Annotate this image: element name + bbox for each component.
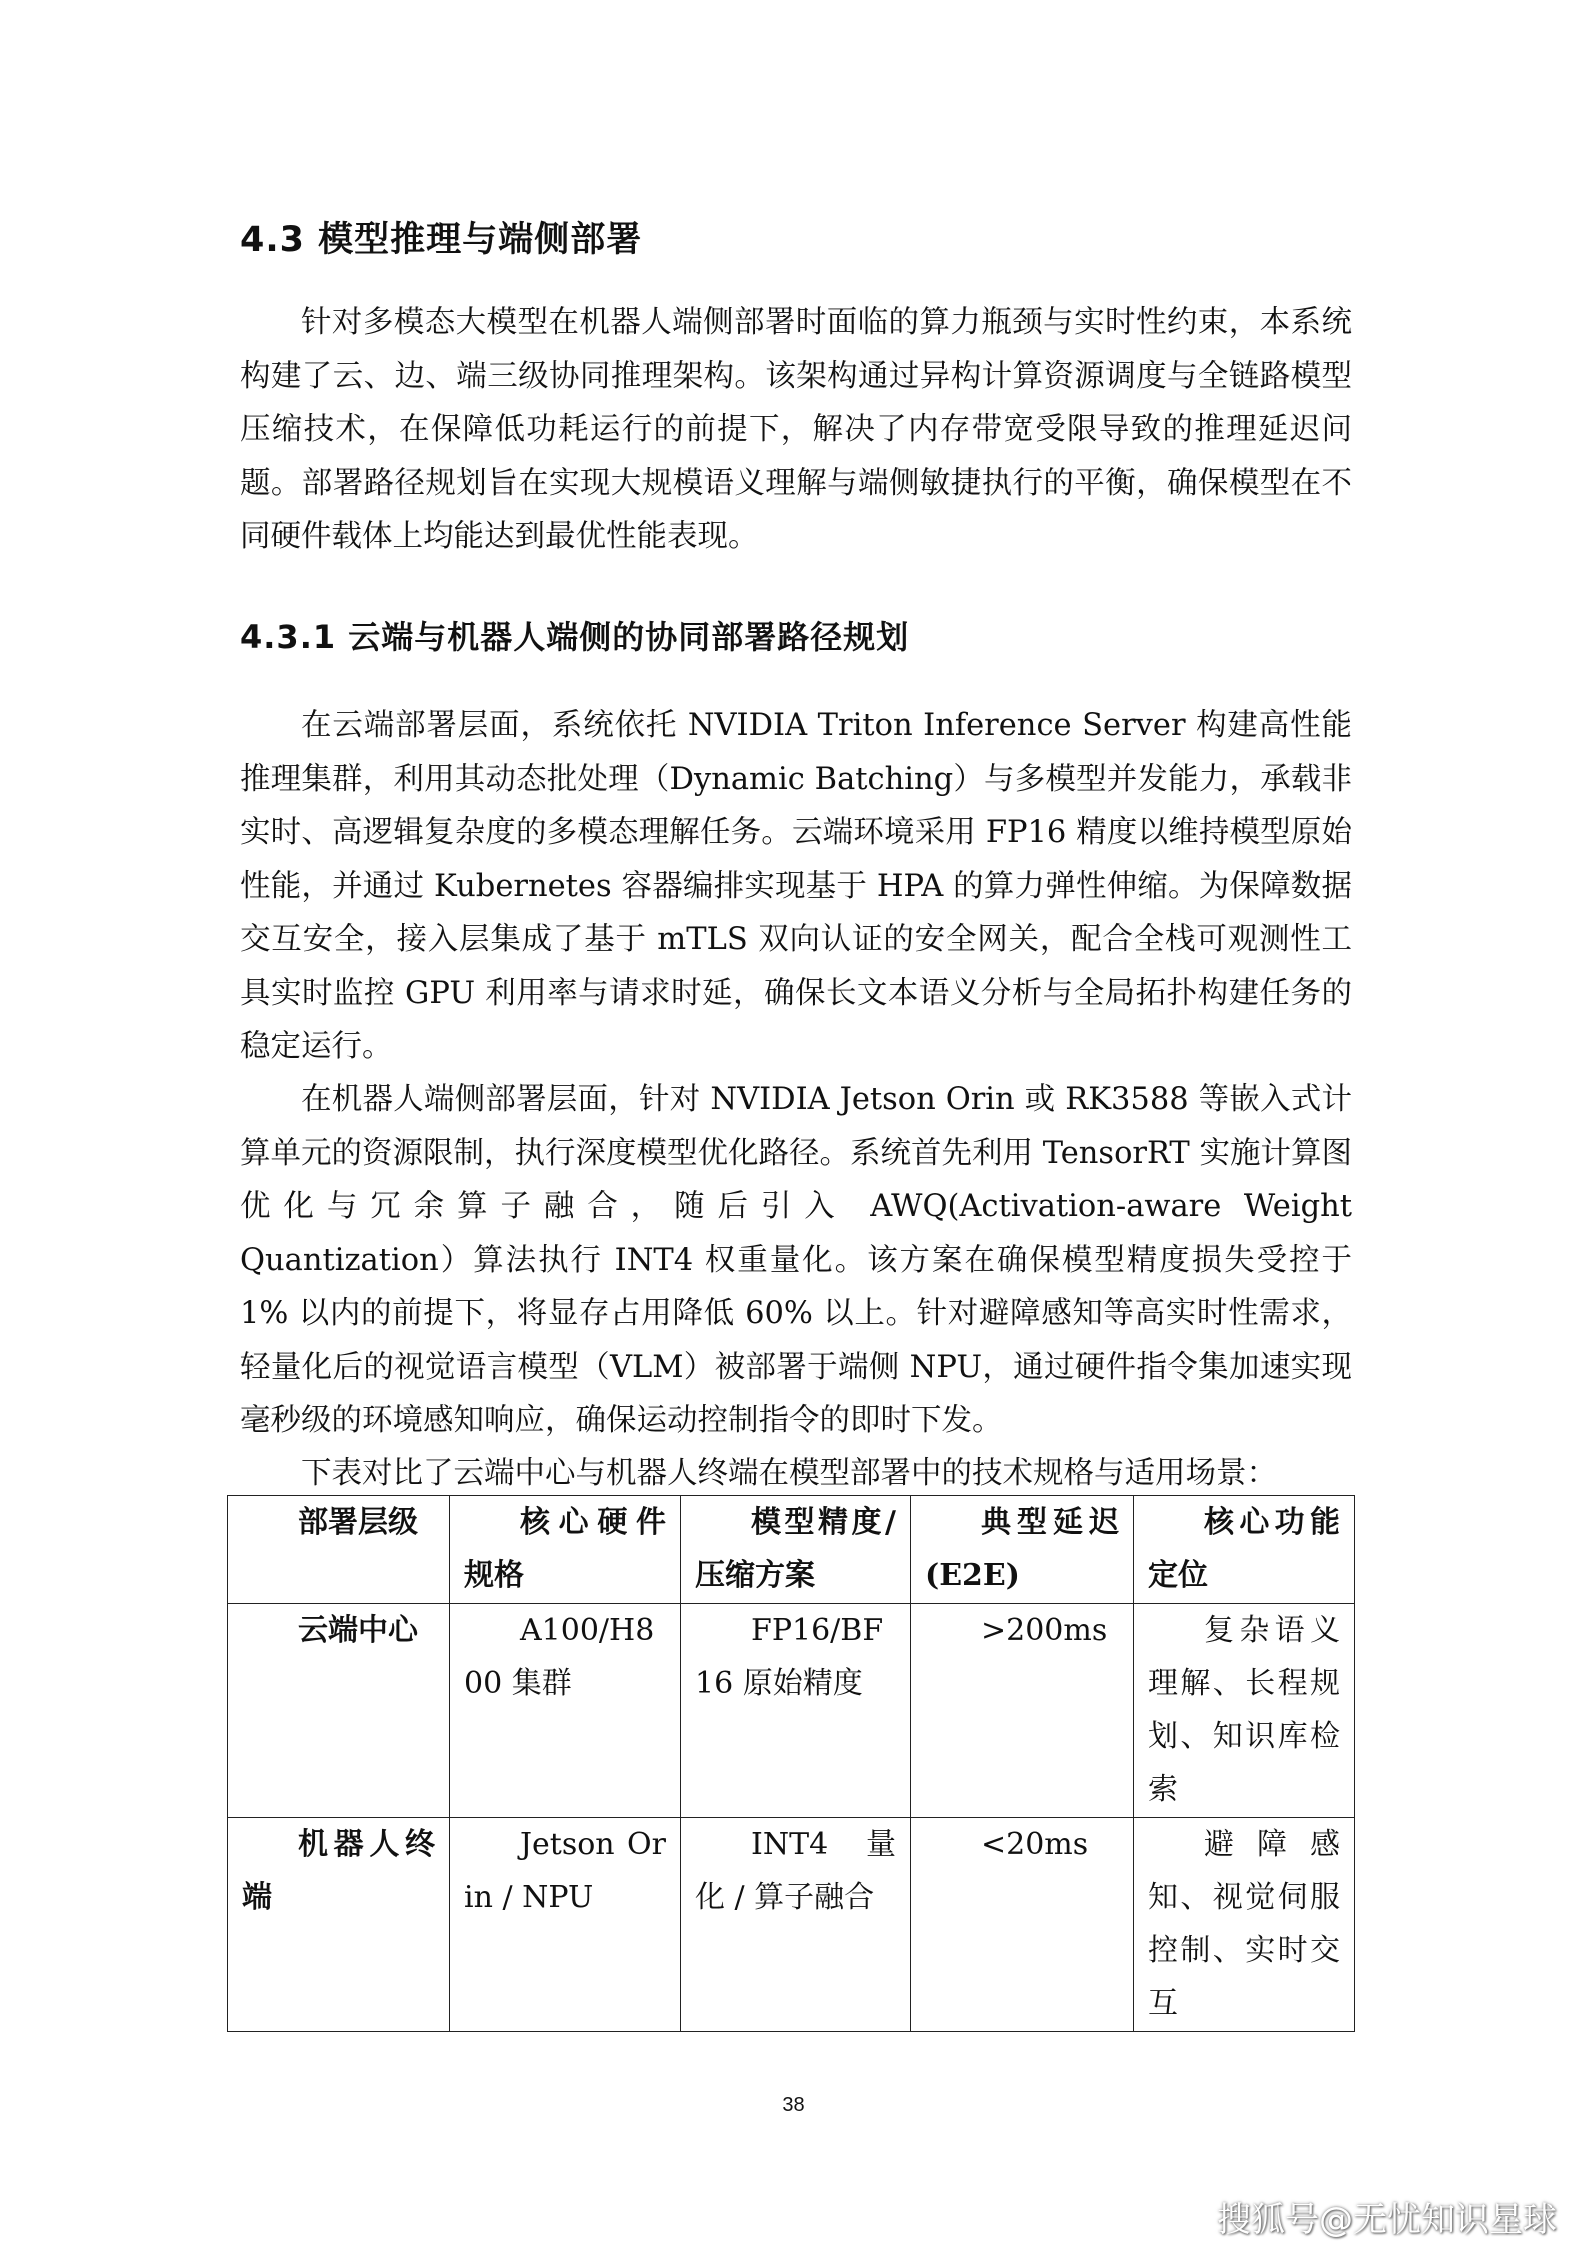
hardware-cell: Jetson Orin / NPU <box>450 1818 681 2032</box>
watermark: 搜狐号@无忧知识星球 <box>1217 2200 1557 2240</box>
table-row <box>228 1818 1355 2032</box>
section-intro-paragraph: 针对多模态大模型在机器人端侧部署时面临的算力瓶颈与实时性约束，本系统构建了云、边、端三级协同推理架构。该架构通过异构计算资源调度与全链路模型压缩技术，在保障低功耗运行的前提下，解决了内存带宽受限导致的推理延迟问题。部署路径规划旨在实现大规模语义理解与端侧敏捷执行的平衡，确保模型在不同硬件载体上均能达到最优性能表现。 <box>240 305 1352 554</box>
edge-deployment-paragraph: 在机器人端侧部署层面，针对 NVIDIA Jetson Orin 或 RK3588 等嵌入式计算单元的资源限制，执行深度模型优化路径。系统首先利用 TensorRT 实施计算图优化与冗余算子融合，随后引入 AWQ(Activation-aware Weight Quantization）算法执行 INT4 权重量化。该方案在确保模型精度损失受控于 1% 以内的前提下，将显存占用降低 60% 以上。针对避障感知等高实时性需求，轻量化后的视觉语言模型（VLM）被部署于端侧 NPU，通过硬件指令集加速实现毫秒级的环境感知响应，确保运动控制指令的即时下发。 <box>240 1082 1352 1438</box>
header-cell: 核心功能定位 <box>1134 1496 1355 1604</box>
level-cell: 机器人终端 <box>228 1818 450 2032</box>
role-cell: 复杂语义理解、长程规划、知识库检索 <box>1134 1604 1355 1818</box>
table-header-row <box>228 1496 1355 1604</box>
latency-cell: <20ms <box>911 1818 1134 2032</box>
cloud-deployment-paragraph: 在云端部署层面，系统依托 NVIDIA Triton Inference Server 构建高性能推理集群，利用其动态批处理（Dynamic Batching）与多模型并发能力，承载非实时、高逻辑复杂度的多模态理解任务。云端环境采用 FP16 精度以维持模型原始性能，并通过 Kubernetes 容器编排实现基于 HPA 的算力弹性伸缩。为保障数据交互安全，接入层集成了基于 mTLS 双向认证的安全网关，配合全栈可观测性工具实时监控 GPU 利用率与请求时延，确保长文本语义分析与全局拓扑构建任务的稳定运行。 <box>240 708 1352 1064</box>
header-cell: 模型精度/压缩方案 <box>681 1496 911 1604</box>
section-heading: 4.3 模型推理与端侧部署 <box>240 220 643 260</box>
hardware-cell: A100/H800 集群 <box>450 1604 681 1818</box>
table-row <box>228 1604 1355 1818</box>
role-cell: 避 障 感 知、视觉伺服控制、实时交互 <box>1134 1818 1355 2032</box>
header-cell: 部署层级 <box>228 1496 450 1604</box>
latency-cell: >200ms <box>911 1604 1134 1818</box>
precision-cell: FP16/BF16 原始精度 <box>681 1604 911 1818</box>
level-cell: 云端中心 <box>228 1604 450 1818</box>
deployment-spec-table <box>227 1495 1355 2032</box>
page-number: 38 <box>782 2094 805 2116</box>
table-intro-paragraph: 下表对比了云端中心与机器人终端在模型部署中的技术规格与适用场景： <box>301 1456 1277 1491</box>
header-cell: 核心硬件规格 <box>450 1496 681 1604</box>
subsection-heading: 4.3.1 云端与机器人端侧的协同部署路径规划 <box>240 618 910 656</box>
header-cell: 典型延迟(E2E) <box>911 1496 1134 1604</box>
precision-cell: INT4 量化 / 算子融合 <box>681 1818 911 2032</box>
